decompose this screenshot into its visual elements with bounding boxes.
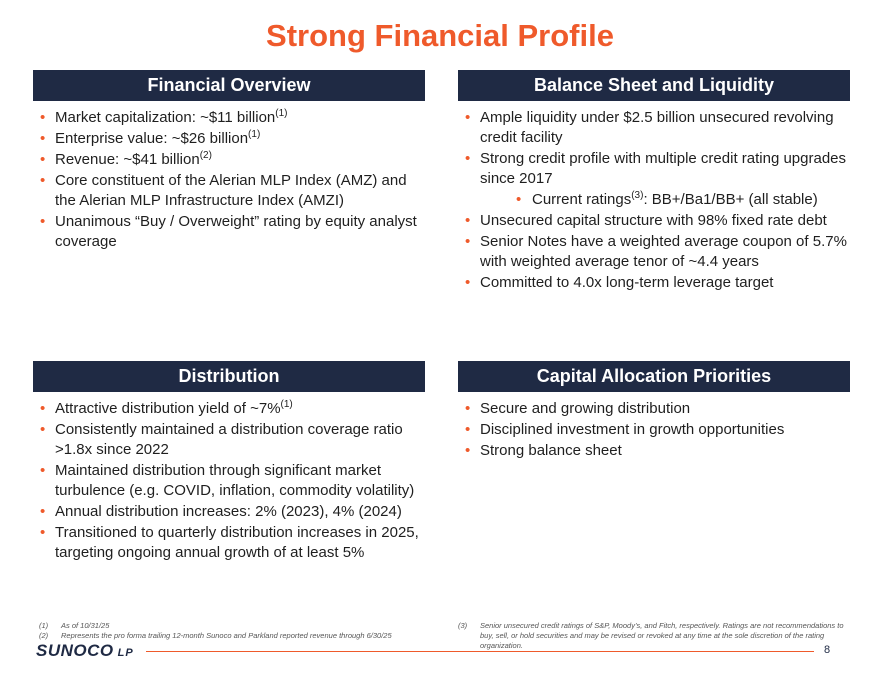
bullet-text: Annual distribution increases: 2% (2023), 4% (2024) bbox=[55, 503, 402, 520]
bullet-item bbox=[33, 420, 425, 460]
footnote-ref: (3) bbox=[631, 190, 644, 201]
bullet-list bbox=[458, 399, 850, 461]
sunoco-logo bbox=[36, 641, 134, 661]
bullet-dot-icon: • bbox=[465, 442, 471, 459]
bullet-item bbox=[458, 273, 850, 293]
bullet-text: Market capitalization: ~$11 billion bbox=[55, 109, 276, 126]
bullet-dot-icon: • bbox=[465, 233, 471, 250]
bullet-dot-icon: • bbox=[465, 150, 471, 167]
bullet-dot-icon: • bbox=[465, 212, 471, 229]
bullet-dot-icon: • bbox=[465, 109, 471, 126]
bullet-text: Strong credit profile with multiple credit rating upgrades since 2017 bbox=[480, 150, 847, 187]
bullet-dot-icon: • bbox=[40, 151, 46, 168]
bullet-dot-icon: • bbox=[40, 462, 46, 479]
bullet-item bbox=[458, 420, 850, 440]
panel-heading: Balance Sheet and Liquidity bbox=[458, 70, 850, 101]
bullet-text: Core constituent of the Alerian MLP Index (AMZ) and the Alerian MLP Infrastructure Index (AMZI) bbox=[55, 172, 407, 209]
bullet-text: Senior Notes have a weighted average coupon of 5.7% with weighted average tenor of ~4.4 years bbox=[480, 233, 847, 270]
footer-rule bbox=[146, 651, 814, 652]
bullet-dot-icon: • bbox=[465, 400, 471, 417]
bullet-dot-icon: • bbox=[40, 421, 46, 438]
bullet-list bbox=[33, 108, 425, 252]
bullet-text: Unanimous “Buy / Overweight” rating by equity analyst coverage bbox=[55, 213, 417, 250]
bullet-text: Consistently maintained a distribution coverage ratio >1.8x since 2022 bbox=[55, 421, 403, 458]
bullet-item bbox=[33, 129, 425, 149]
panel-capital-allocation bbox=[458, 361, 850, 462]
bullet-dot-icon: • bbox=[40, 503, 46, 520]
bullet-text: Revenue: ~$41 billion bbox=[55, 151, 200, 168]
panel-financial-overview bbox=[33, 70, 425, 253]
bullet-text: Committed to 4.0x long-term leverage target bbox=[480, 274, 774, 291]
bullet-item bbox=[458, 211, 850, 231]
panel-heading: Financial Overview bbox=[33, 70, 425, 101]
bullet-dot-icon: • bbox=[40, 213, 46, 230]
footnote bbox=[458, 621, 858, 651]
footnote-text: Represents the pro forma trailing 12-month Sunoco and Parkland reported revenue through 6/30/25 bbox=[61, 631, 392, 640]
footnote-ref: (1) bbox=[275, 108, 288, 119]
footnotes-right bbox=[458, 621, 858, 651]
footnote bbox=[39, 631, 429, 641]
bullet-text: Secure and growing distribution bbox=[480, 400, 691, 417]
bullet-dot-icon: • bbox=[40, 130, 46, 147]
footnote-text: As of 10/31/25 bbox=[61, 621, 110, 630]
bullet-item bbox=[458, 149, 850, 189]
bullet-item bbox=[33, 171, 425, 211]
bullet-text: Attractive distribution yield of ~7% bbox=[55, 400, 281, 417]
bullet-text-continued: : BB+/Ba1/BB+ (all stable) bbox=[643, 191, 818, 208]
bullet-dot-icon: • bbox=[465, 421, 471, 438]
bullet-item bbox=[33, 461, 425, 501]
footnote-text: Senior unsecured credit ratings of S&P, Moody’s, and Fitch, respectively. Ratings are not recommendations to buy, sell, or hold securities and may be revised or revoked at any time at the sole discretion of the rating organization. bbox=[480, 621, 844, 650]
bullet-item bbox=[458, 441, 850, 461]
logo-suffix: LP bbox=[117, 647, 134, 659]
footnote-number: (2) bbox=[39, 631, 49, 640]
footnote-ref: (1) bbox=[248, 129, 261, 140]
bullet-text: Enterprise value: ~$26 billion bbox=[55, 130, 249, 147]
bullet-item bbox=[33, 108, 425, 128]
footnote-number: (1) bbox=[39, 621, 49, 630]
bullet-dot-icon: • bbox=[40, 400, 46, 417]
bullet-text: Current ratings bbox=[532, 191, 632, 208]
bullet-item bbox=[458, 190, 850, 210]
bullet-text: Maintained distribution through significant market turbulence (e.g. COVID, inflation, commodity volatility) bbox=[55, 462, 415, 499]
panel-heading: Capital Allocation Priorities bbox=[458, 361, 850, 392]
footnote-number: (3) bbox=[458, 621, 468, 630]
bullet-item bbox=[458, 232, 850, 272]
bullet-dot-icon: • bbox=[40, 524, 46, 541]
bullet-dot-icon: • bbox=[516, 191, 522, 208]
footnote-ref: (2) bbox=[199, 150, 212, 161]
page-number: 8 bbox=[824, 644, 831, 656]
bullet-item bbox=[458, 108, 850, 148]
panel-heading: Distribution bbox=[33, 361, 425, 392]
footnote-ref: (1) bbox=[280, 399, 293, 410]
bullet-text: Disciplined investment in growth opportunities bbox=[480, 421, 785, 438]
bullet-text: Strong balance sheet bbox=[480, 442, 622, 459]
footnotes-left bbox=[39, 621, 429, 641]
bullet-dot-icon: • bbox=[40, 109, 46, 126]
bullet-item bbox=[33, 502, 425, 522]
bullet-text: Ample liquidity under $2.5 billion unsecured revolving credit facility bbox=[480, 109, 834, 146]
bullet-dot-icon: • bbox=[465, 274, 471, 291]
bullet-text: Unsecured capital structure with 98% fixed rate debt bbox=[480, 212, 827, 229]
footnote bbox=[39, 621, 429, 631]
bullet-item bbox=[33, 523, 425, 563]
bullet-item bbox=[33, 399, 425, 419]
bullet-item bbox=[33, 212, 425, 252]
logo-name: SUNOCO bbox=[36, 641, 114, 660]
bullet-dot-icon: • bbox=[40, 172, 46, 189]
bullet-list bbox=[33, 399, 425, 563]
slide-title: Strong Financial Profile bbox=[266, 18, 614, 53]
bullet-item bbox=[458, 399, 850, 419]
panel-distribution bbox=[33, 361, 425, 564]
bullet-text: Transitioned to quarterly distribution increases in 2025, targeting ongoing annual growth of at least 5% bbox=[55, 524, 419, 561]
bullet-list bbox=[458, 108, 850, 293]
bullet-item bbox=[33, 150, 425, 170]
panel-balance-sheet bbox=[458, 70, 850, 294]
